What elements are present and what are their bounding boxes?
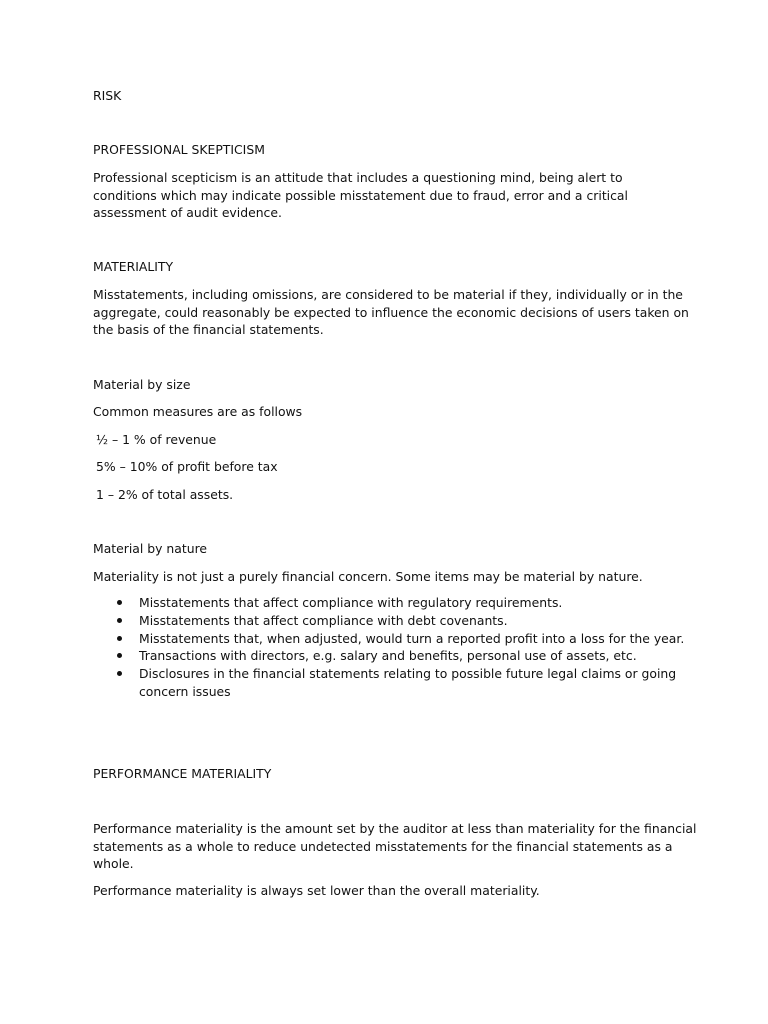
bullet-icon bbox=[117, 653, 122, 658]
bullet-icon bbox=[117, 600, 122, 605]
measure-item: ½ – 1 % of revenue bbox=[96, 432, 217, 447]
by-nature-bullet-list bbox=[93, 594, 683, 701]
list-item-text: concern issues bbox=[139, 683, 231, 699]
risk-heading: RISK bbox=[93, 88, 122, 103]
list-item-text: Transactions with directors, e.g. salary and benefits, personal use of assets, etc. bbox=[139, 648, 637, 664]
performance-heading: PERFORMANCE MATERIALITY bbox=[93, 766, 272, 781]
bullet-icon bbox=[117, 618, 122, 623]
performance-note: Performance materiality is always set lower than the overall materiality. bbox=[93, 883, 540, 898]
list-item bbox=[93, 630, 683, 648]
list-item-text: Disclosures in the financial statements relating to possible future legal claims or going bbox=[139, 666, 677, 682]
materiality-line: Misstatements, including omissions, are considered to be material if they, individually or in the bbox=[93, 287, 683, 302]
list-item bbox=[93, 612, 683, 630]
measure-item: 5% – 10% of profit before tax bbox=[96, 459, 278, 474]
performance-line: statements as a whole to reduce undetected misstatements for the financial statements as a bbox=[93, 838, 673, 854]
list-item bbox=[93, 594, 683, 612]
bullet-icon bbox=[117, 671, 122, 676]
materiality-paragraph bbox=[93, 286, 689, 339]
skepticism-line: assessment of audit evidence. bbox=[93, 205, 282, 221]
materiality-line: the basis of the financial statements. bbox=[93, 322, 324, 338]
list-item-text: Misstatements that affect compliance with regulatory requirements. bbox=[139, 595, 563, 610]
performance-line: Performance materiality is the amount set by the auditor at less than materiality for the financial bbox=[93, 821, 697, 836]
by-size-intro: Common measures are as follows bbox=[93, 404, 303, 419]
performance-paragraph bbox=[93, 820, 697, 873]
bullet-icon bbox=[117, 636, 122, 641]
skepticism-line: conditions which may indicate possible misstatement due to fraud, error and a critical bbox=[93, 187, 628, 203]
measure-item: 1 – 2% of total assets. bbox=[96, 487, 234, 502]
performance-line: whole. bbox=[93, 856, 134, 872]
skepticism-line: Professional scepticism is an attitude that includes a questioning mind, being alert to bbox=[93, 170, 623, 185]
by-nature-heading: Material by nature bbox=[93, 541, 208, 556]
skepticism-paragraph bbox=[93, 169, 683, 222]
list-item bbox=[93, 647, 683, 665]
list-item bbox=[93, 665, 683, 701]
list-item-text: Misstatements that, when adjusted, would turn a reported profit into a loss for the year. bbox=[139, 630, 685, 646]
by-size-heading: Material by size bbox=[93, 377, 191, 392]
skepticism-heading: PROFESSIONAL SKEPTICISM bbox=[93, 142, 265, 157]
materiality-line: aggregate, could reasonably be expected to influence the economic decisions of users taken on bbox=[93, 304, 689, 320]
list-item-text: Misstatements that affect compliance with debt covenants. bbox=[139, 612, 508, 628]
by-nature-intro: Materiality is not just a purely financial concern. Some items may be material by nature. bbox=[93, 569, 643, 584]
materiality-heading: MATERIALITY bbox=[93, 259, 174, 274]
